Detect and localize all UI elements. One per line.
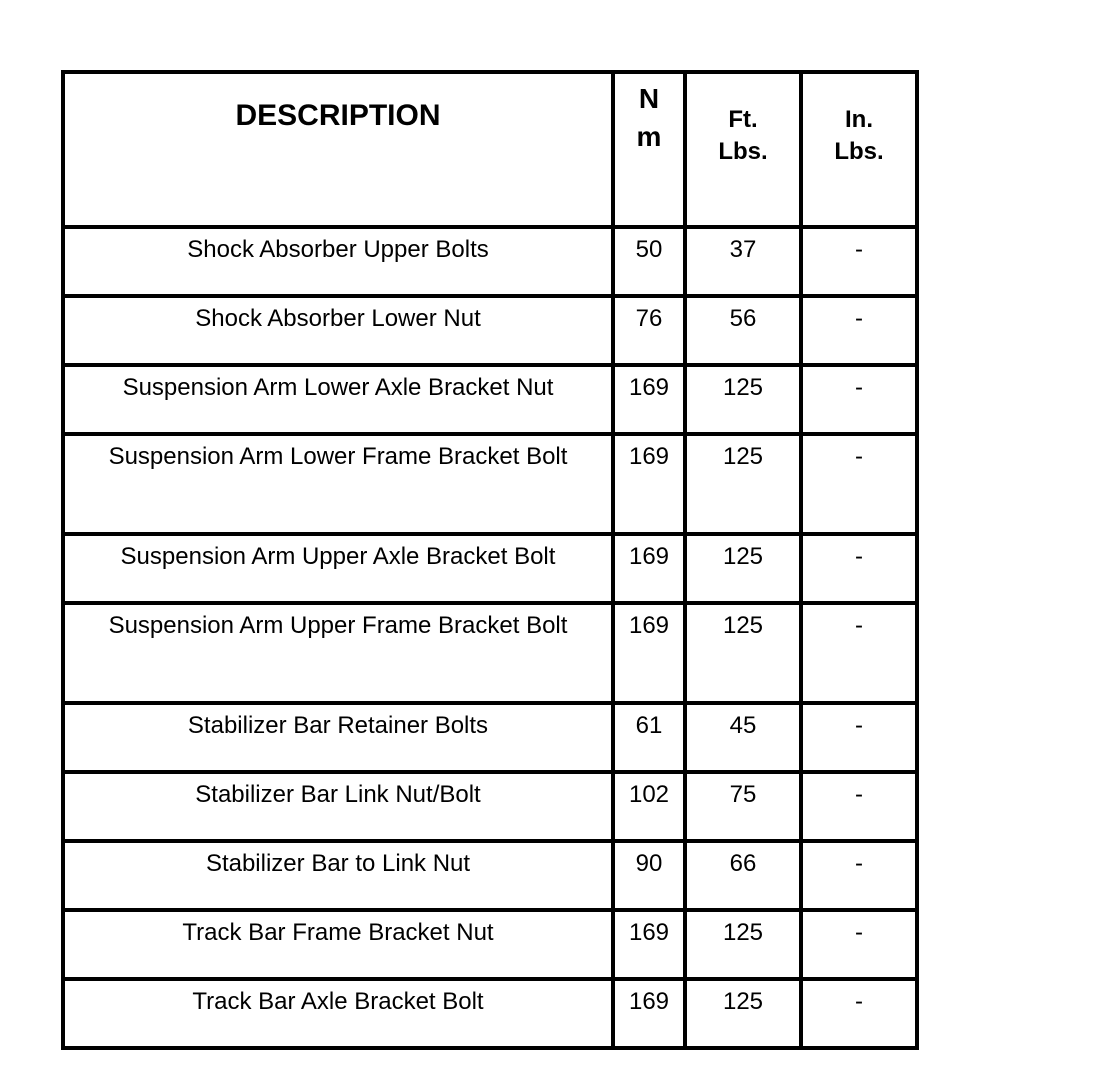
cell-description: Shock Absorber Lower Nut [63, 296, 613, 365]
cell-description: Suspension Arm Upper Frame Bracket Bolt [63, 603, 613, 703]
cell-description: Shock Absorber Upper Bolts [63, 227, 613, 296]
cell-in-lbs: - [801, 534, 917, 603]
cell-nm: 61 [613, 703, 685, 772]
cell-in-lbs: - [801, 227, 917, 296]
torque-specification-table [61, 70, 919, 1050]
cell-ft-lbs: 56 [685, 296, 801, 365]
cell-nm: 50 [613, 227, 685, 296]
cell-ft-lbs: 125 [685, 910, 801, 979]
cell-ft-lbs: 125 [685, 979, 801, 1048]
cell-description: Suspension Arm Lower Frame Bracket Bolt [63, 434, 613, 534]
cell-ft-lbs: 125 [685, 534, 801, 603]
cell-in-lbs: - [801, 772, 917, 841]
table-row [63, 296, 917, 365]
cell-description: Suspension Arm Lower Axle Bracket Nut [63, 365, 613, 434]
cell-description: Suspension Arm Upper Axle Bracket Bolt [63, 534, 613, 603]
table-row [63, 534, 917, 603]
cell-in-lbs: - [801, 603, 917, 703]
cell-nm: 169 [613, 910, 685, 979]
cell-in-lbs: - [801, 434, 917, 534]
cell-in-lbs: - [801, 979, 917, 1048]
cell-in-lbs: - [801, 296, 917, 365]
table-row [63, 365, 917, 434]
cell-description: Stabilizer Bar to Link Nut [63, 841, 613, 910]
header-in-line2: Lbs. [834, 138, 884, 165]
header-nm-line1: N [638, 83, 660, 114]
table-row [63, 227, 917, 296]
cell-ft-lbs: 66 [685, 841, 801, 910]
header-ft-lbs [685, 72, 801, 227]
table-row [63, 979, 917, 1048]
cell-nm: 90 [613, 841, 685, 910]
table-row [63, 603, 917, 703]
cell-nm: 169 [613, 979, 685, 1048]
cell-nm: 169 [613, 434, 685, 534]
cell-description: Track Bar Frame Bracket Nut [63, 910, 613, 979]
table-row [63, 772, 917, 841]
header-nm [613, 72, 685, 227]
header-description: DESCRIPTION [63, 72, 613, 227]
table-header-row [63, 72, 917, 227]
table-row [63, 703, 917, 772]
table-row [63, 434, 917, 534]
cell-ft-lbs: 45 [685, 703, 801, 772]
cell-ft-lbs: 125 [685, 434, 801, 534]
header-ft-line1: Ft. [728, 106, 758, 133]
cell-in-lbs: - [801, 365, 917, 434]
cell-in-lbs: - [801, 910, 917, 979]
cell-in-lbs: - [801, 841, 917, 910]
header-nm-line2: m [636, 121, 662, 152]
header-in-lbs [801, 72, 917, 227]
cell-nm: 76 [613, 296, 685, 365]
table-row [63, 910, 917, 979]
cell-description: Stabilizer Bar Link Nut/Bolt [63, 772, 613, 841]
header-in-line1: In. [845, 106, 873, 133]
header-ft-line2: Lbs. [718, 138, 768, 165]
cell-nm: 169 [613, 603, 685, 703]
cell-ft-lbs: 37 [685, 227, 801, 296]
cell-ft-lbs: 125 [685, 603, 801, 703]
cell-description: Stabilizer Bar Retainer Bolts [63, 703, 613, 772]
cell-nm: 102 [613, 772, 685, 841]
cell-in-lbs: - [801, 703, 917, 772]
cell-description: Track Bar Axle Bracket Bolt [63, 979, 613, 1048]
cell-nm: 169 [613, 534, 685, 603]
table-row [63, 841, 917, 910]
cell-nm: 169 [613, 365, 685, 434]
cell-ft-lbs: 125 [685, 365, 801, 434]
cell-ft-lbs: 75 [685, 772, 801, 841]
